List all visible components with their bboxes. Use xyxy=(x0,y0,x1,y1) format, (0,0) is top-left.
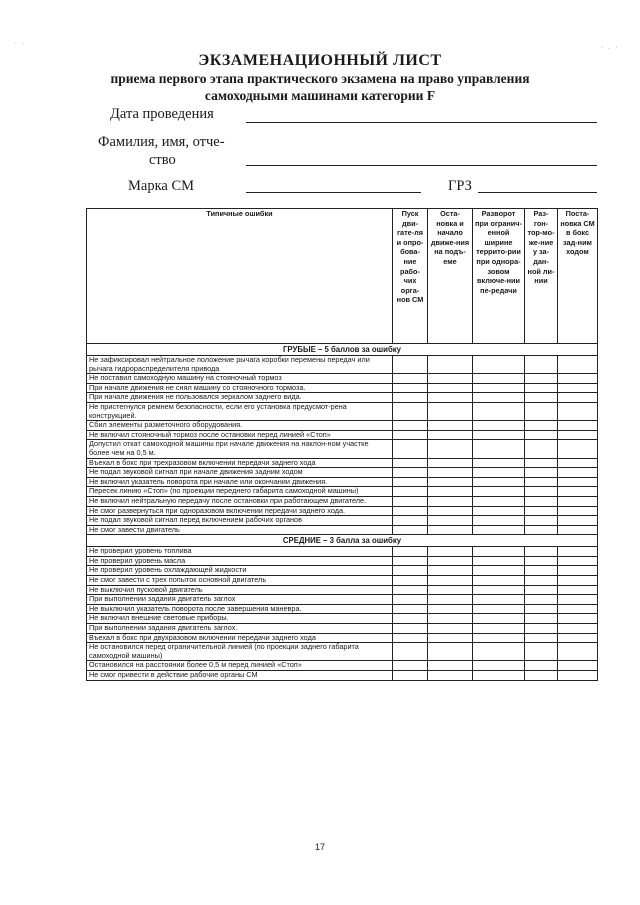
mark-cell[interactable] xyxy=(525,633,558,643)
mark-cell[interactable] xyxy=(525,661,558,671)
mark-cell[interactable] xyxy=(428,393,473,403)
mark-cell[interactable] xyxy=(393,595,428,605)
error-text: Сбил элементы разметочного оборудования. xyxy=(87,421,393,431)
page-number: 17 xyxy=(314,842,325,852)
mark-cell[interactable] xyxy=(558,506,598,516)
mark-cell[interactable] xyxy=(473,576,525,586)
mark-cell[interactable] xyxy=(428,556,473,566)
mark-cell[interactable] xyxy=(525,458,558,468)
mark-cell[interactable] xyxy=(393,671,428,681)
table-row xyxy=(87,576,598,586)
table-row xyxy=(87,643,598,661)
error-text: Не включил внешние световые приборы. xyxy=(87,614,393,624)
mark-cell[interactable] xyxy=(473,356,525,374)
mark-cell[interactable] xyxy=(393,604,428,614)
error-text: Не включил нейтральную передачу после остановки при работающем двигателе. xyxy=(87,496,393,506)
mark-cell[interactable] xyxy=(428,421,473,431)
error-text: Не подал звуковой сигнал при начале движения задним ходом xyxy=(87,468,393,478)
mark-cell[interactable] xyxy=(428,604,473,614)
error-text: Не смог привести в действие рабочие органы СМ xyxy=(87,671,393,681)
error-text: При выполнении задания двигатель заглох xyxy=(87,595,393,605)
mark-cell[interactable] xyxy=(428,525,473,535)
mark-cell[interactable] xyxy=(525,468,558,478)
mark-cell[interactable] xyxy=(393,525,428,535)
table-row xyxy=(87,440,598,458)
mark-cell[interactable] xyxy=(393,516,428,526)
mark-cell[interactable] xyxy=(473,604,525,614)
mark-cell[interactable] xyxy=(473,374,525,384)
date-label: Дата проведения xyxy=(110,106,214,122)
mark-cell[interactable] xyxy=(393,430,428,440)
mark-cell[interactable] xyxy=(558,643,598,661)
mark-cell[interactable] xyxy=(525,477,558,487)
error-text: Не пристегнулся ремнем безопасности, если его установка предусмот-рена конструкцией. xyxy=(87,402,393,420)
page-subtitle-line2: самоходными машинами категории F xyxy=(204,88,436,103)
error-text: Не включил стояночный тормоз после остановки перед линией «Стоп» xyxy=(87,430,393,440)
mark-cell[interactable] xyxy=(473,393,525,403)
mark-cell[interactable] xyxy=(428,506,473,516)
table-row xyxy=(87,402,598,420)
mark-cell[interactable] xyxy=(393,393,428,403)
mark-cell[interactable] xyxy=(525,525,558,535)
mark-cell[interactable] xyxy=(525,604,558,614)
mark-cell[interactable] xyxy=(558,402,598,420)
table-row xyxy=(87,496,598,506)
table-row xyxy=(87,595,598,605)
mark-cell[interactable] xyxy=(428,430,473,440)
mark-cell[interactable] xyxy=(393,556,428,566)
mark-cell[interactable] xyxy=(428,383,473,393)
mark-cell[interactable] xyxy=(558,356,598,374)
mark-cell[interactable] xyxy=(558,547,598,557)
error-text: Не выключил указатель поворота после завершения маневра. xyxy=(87,604,393,614)
mark-cell[interactable] xyxy=(393,585,428,595)
mark-cell[interactable] xyxy=(428,633,473,643)
error-text: Въехал в бокс при трехразовом включении передачи заднего хода xyxy=(87,458,393,468)
brand-label: Марка СМ xyxy=(128,178,195,194)
error-text: Не смог развернуться при одноразовом включении передачи заднего хода. xyxy=(87,506,393,516)
mark-cell[interactable] xyxy=(393,576,428,586)
mark-cell[interactable] xyxy=(525,595,558,605)
mark-cell[interactable] xyxy=(525,671,558,681)
error-text: Не зафиксировал нейтральное положение рычага коробки перемены передач или рычага гидрораспределителя привода xyxy=(87,356,393,374)
mark-cell[interactable] xyxy=(473,402,525,420)
mark-cell[interactable] xyxy=(473,458,525,468)
section-title-medium: СРЕДНИЕ – 3 балла за ошибку xyxy=(87,535,598,547)
mark-cell[interactable] xyxy=(473,383,525,393)
mark-cell[interactable] xyxy=(525,614,558,624)
mark-cell[interactable] xyxy=(393,458,428,468)
mark-cell[interactable] xyxy=(558,383,598,393)
mark-cell[interactable] xyxy=(393,477,428,487)
mark-cell[interactable] xyxy=(393,547,428,557)
mark-cell[interactable] xyxy=(393,440,428,458)
mark-cell[interactable] xyxy=(558,661,598,671)
name-field[interactable] xyxy=(246,165,597,166)
mark-cell[interactable] xyxy=(525,585,558,595)
mark-cell[interactable] xyxy=(525,624,558,634)
mark-cell[interactable] xyxy=(393,487,428,497)
mark-cell[interactable] xyxy=(393,506,428,516)
mark-cell[interactable] xyxy=(525,556,558,566)
mark-cell[interactable] xyxy=(473,661,525,671)
mark-cell[interactable] xyxy=(473,585,525,595)
mark-cell[interactable] xyxy=(428,477,473,487)
error-text: Не проверил уровень топлива xyxy=(87,547,393,557)
mark-cell[interactable] xyxy=(473,671,525,681)
mark-cell[interactable] xyxy=(525,402,558,420)
mark-cell[interactable] xyxy=(558,585,598,595)
mark-cell[interactable] xyxy=(473,624,525,634)
mark-cell[interactable] xyxy=(558,671,598,681)
mark-cell[interactable] xyxy=(393,614,428,624)
section-row xyxy=(87,344,598,356)
mark-cell[interactable] xyxy=(558,393,598,403)
mark-cell[interactable] xyxy=(393,383,428,393)
mark-cell[interactable] xyxy=(558,421,598,431)
error-text: При выполнении задания двигатель заглох. xyxy=(87,624,393,634)
scan-noise: · . · xyxy=(600,44,619,51)
column-header-u-turn: Разворот при огранич-енной ширине террито-рии при однора-зовом включе-нии пе-редачи xyxy=(473,209,525,344)
mark-cell[interactable] xyxy=(428,624,473,634)
section-title-gross: ГРУБЫЕ – 5 баллов за ошибку xyxy=(87,344,598,356)
mark-cell[interactable] xyxy=(473,595,525,605)
mark-cell[interactable] xyxy=(525,421,558,431)
mark-cell[interactable] xyxy=(558,440,598,458)
mark-cell[interactable] xyxy=(558,604,598,614)
mark-cell[interactable] xyxy=(393,421,428,431)
mark-cell[interactable] xyxy=(525,516,558,526)
mark-cell[interactable] xyxy=(473,468,525,478)
mark-cell[interactable] xyxy=(393,496,428,506)
mark-cell[interactable] xyxy=(428,595,473,605)
error-text: Не поставил самоходную машину на стояночный тормоз xyxy=(87,374,393,384)
mark-cell[interactable] xyxy=(393,402,428,420)
error-text: Пересек линию «Стоп» (по проекции переднего габарита самоходной машины) xyxy=(87,487,393,497)
table-row xyxy=(87,516,598,526)
error-text: Не подал звуковой сигнал перед включением рабочих органов xyxy=(87,516,393,526)
mark-cell[interactable] xyxy=(558,477,598,487)
mark-cell[interactable] xyxy=(558,576,598,586)
name-label-line1: Фамилия, имя, отче- xyxy=(98,134,225,150)
mark-cell[interactable] xyxy=(558,614,598,624)
mark-cell[interactable] xyxy=(393,633,428,643)
mark-cell[interactable] xyxy=(473,614,525,624)
mark-cell[interactable] xyxy=(428,614,473,624)
error-text: При начале движения не пользовался зеркалом заднего вида. xyxy=(87,393,393,403)
page-title: ЭКЗАМЕНАЦИОННЫЙ ЛИСТ xyxy=(198,52,442,69)
mark-cell[interactable] xyxy=(473,633,525,643)
mark-cell[interactable] xyxy=(428,547,473,557)
mark-cell[interactable] xyxy=(525,430,558,440)
mark-cell[interactable] xyxy=(473,477,525,487)
error-text: Въехал в бокс при двухразовом включении передачи заднего хода xyxy=(87,633,393,643)
error-text: Не проверил уровень охлаждающей жидкости xyxy=(87,566,393,576)
mark-cell[interactable] xyxy=(393,356,428,374)
mark-cell[interactable] xyxy=(428,356,473,374)
mark-cell[interactable] xyxy=(393,468,428,478)
mark-cell[interactable] xyxy=(525,393,558,403)
error-text: Допустил откат самоходной машины при начале движения на наклон-ном участке более чем на 0,5 м. xyxy=(87,440,393,458)
mark-cell[interactable] xyxy=(525,547,558,557)
mark-cell[interactable] xyxy=(525,374,558,384)
mark-cell[interactable] xyxy=(473,506,525,516)
mark-cell[interactable] xyxy=(558,487,598,497)
error-text: Не остановился перед ограничительной линией (по проекции заднего габарита самоходной машины) xyxy=(87,643,393,661)
error-text: Остановился на расстоянии более 0,5 м перед линией «Стоп» xyxy=(87,661,393,671)
column-header-reverse-parking: Поста-новка СМ в бокс зад-ним ходом xyxy=(558,209,598,344)
mark-cell[interactable] xyxy=(428,566,473,576)
mark-cell[interactable] xyxy=(473,496,525,506)
table-row xyxy=(87,547,598,557)
mark-cell[interactable] xyxy=(473,547,525,557)
error-text: Не выключил пусковой двигатель xyxy=(87,585,393,595)
grz-label: ГРЗ xyxy=(448,178,472,194)
mark-cell[interactable] xyxy=(428,496,473,506)
mark-cell[interactable] xyxy=(473,440,525,458)
error-text: Не проверил уровень масла xyxy=(87,556,393,566)
mark-cell[interactable] xyxy=(525,566,558,576)
column-header-errors: Типичные ошибки xyxy=(87,209,393,344)
errors-table xyxy=(86,208,598,681)
brand-field[interactable] xyxy=(246,192,421,193)
error-text: Не включил указатель поворота при начале или окончании движения. xyxy=(87,477,393,487)
table-row xyxy=(87,525,598,535)
mark-cell[interactable] xyxy=(473,525,525,535)
mark-cell[interactable] xyxy=(473,430,525,440)
mark-cell[interactable] xyxy=(473,421,525,431)
table-row xyxy=(87,671,598,681)
mark-cell[interactable] xyxy=(473,643,525,661)
mark-cell[interactable] xyxy=(558,496,598,506)
mark-cell[interactable] xyxy=(525,496,558,506)
table-header-row xyxy=(87,209,598,344)
mark-cell[interactable] xyxy=(473,487,525,497)
table-row xyxy=(87,374,598,384)
mark-cell[interactable] xyxy=(393,566,428,576)
column-header-hill-start: Оста-новка и начало движе-ния на подъ-еме xyxy=(428,209,473,344)
mark-cell[interactable] xyxy=(558,556,598,566)
error-text: При начале движения не снял машину со стояночного тормоза. xyxy=(87,383,393,393)
date-field[interactable] xyxy=(246,122,597,123)
mark-cell[interactable] xyxy=(393,624,428,634)
mark-cell[interactable] xyxy=(428,671,473,681)
mark-cell[interactable] xyxy=(558,525,598,535)
table-row xyxy=(87,356,598,374)
mark-cell[interactable] xyxy=(558,566,598,576)
mark-cell[interactable] xyxy=(428,585,473,595)
section-row xyxy=(87,535,598,547)
mark-cell[interactable] xyxy=(558,458,598,468)
mark-cell[interactable] xyxy=(558,516,598,526)
mark-cell[interactable] xyxy=(558,624,598,634)
mark-cell[interactable] xyxy=(525,506,558,516)
table-row xyxy=(87,487,598,497)
mark-cell[interactable] xyxy=(558,633,598,643)
mark-cell[interactable] xyxy=(428,576,473,586)
mark-cell[interactable] xyxy=(393,643,428,661)
mark-cell[interactable] xyxy=(428,374,473,384)
mark-cell[interactable] xyxy=(473,566,525,576)
table-row xyxy=(87,624,598,634)
mark-cell[interactable] xyxy=(473,516,525,526)
mark-cell[interactable] xyxy=(428,643,473,661)
mark-cell[interactable] xyxy=(558,374,598,384)
mark-cell[interactable] xyxy=(393,661,428,671)
mark-cell[interactable] xyxy=(473,556,525,566)
mark-cell[interactable] xyxy=(525,440,558,458)
mark-cell[interactable] xyxy=(428,402,473,420)
mark-cell[interactable] xyxy=(393,374,428,384)
mark-cell[interactable] xyxy=(428,516,473,526)
name-label-line2: ство xyxy=(149,152,176,168)
scan-noise: · · xyxy=(14,40,25,47)
mark-cell[interactable] xyxy=(525,576,558,586)
column-header-acceleration-braking: Раз-гон-тор-мо-же-ние у за-дан-ной ли-нии xyxy=(525,209,558,344)
mark-cell[interactable] xyxy=(428,458,473,468)
mark-cell[interactable] xyxy=(525,487,558,497)
column-header-engine-start: Пуск дви-гате-ля и опро-бова-ние рабо-чих орга-нов СМ xyxy=(393,209,428,344)
error-text: Не смог завести двигатель xyxy=(87,525,393,535)
table-row xyxy=(87,468,598,478)
error-text: Не смог завести с трех попыток основной двигатель xyxy=(87,576,393,586)
mark-cell[interactable] xyxy=(428,440,473,458)
mark-cell[interactable] xyxy=(525,356,558,374)
mark-cell[interactable] xyxy=(558,468,598,478)
mark-cell[interactable] xyxy=(428,487,473,497)
page-subtitle-line1: приема первого этапа практического экзамена на право управления xyxy=(110,71,530,86)
mark-cell[interactable] xyxy=(428,468,473,478)
table-row xyxy=(87,421,598,431)
mark-cell[interactable] xyxy=(558,430,598,440)
grz-field[interactable] xyxy=(478,192,597,193)
mark-cell[interactable] xyxy=(525,383,558,393)
mark-cell[interactable] xyxy=(558,595,598,605)
mark-cell[interactable] xyxy=(525,643,558,661)
mark-cell[interactable] xyxy=(428,661,473,671)
